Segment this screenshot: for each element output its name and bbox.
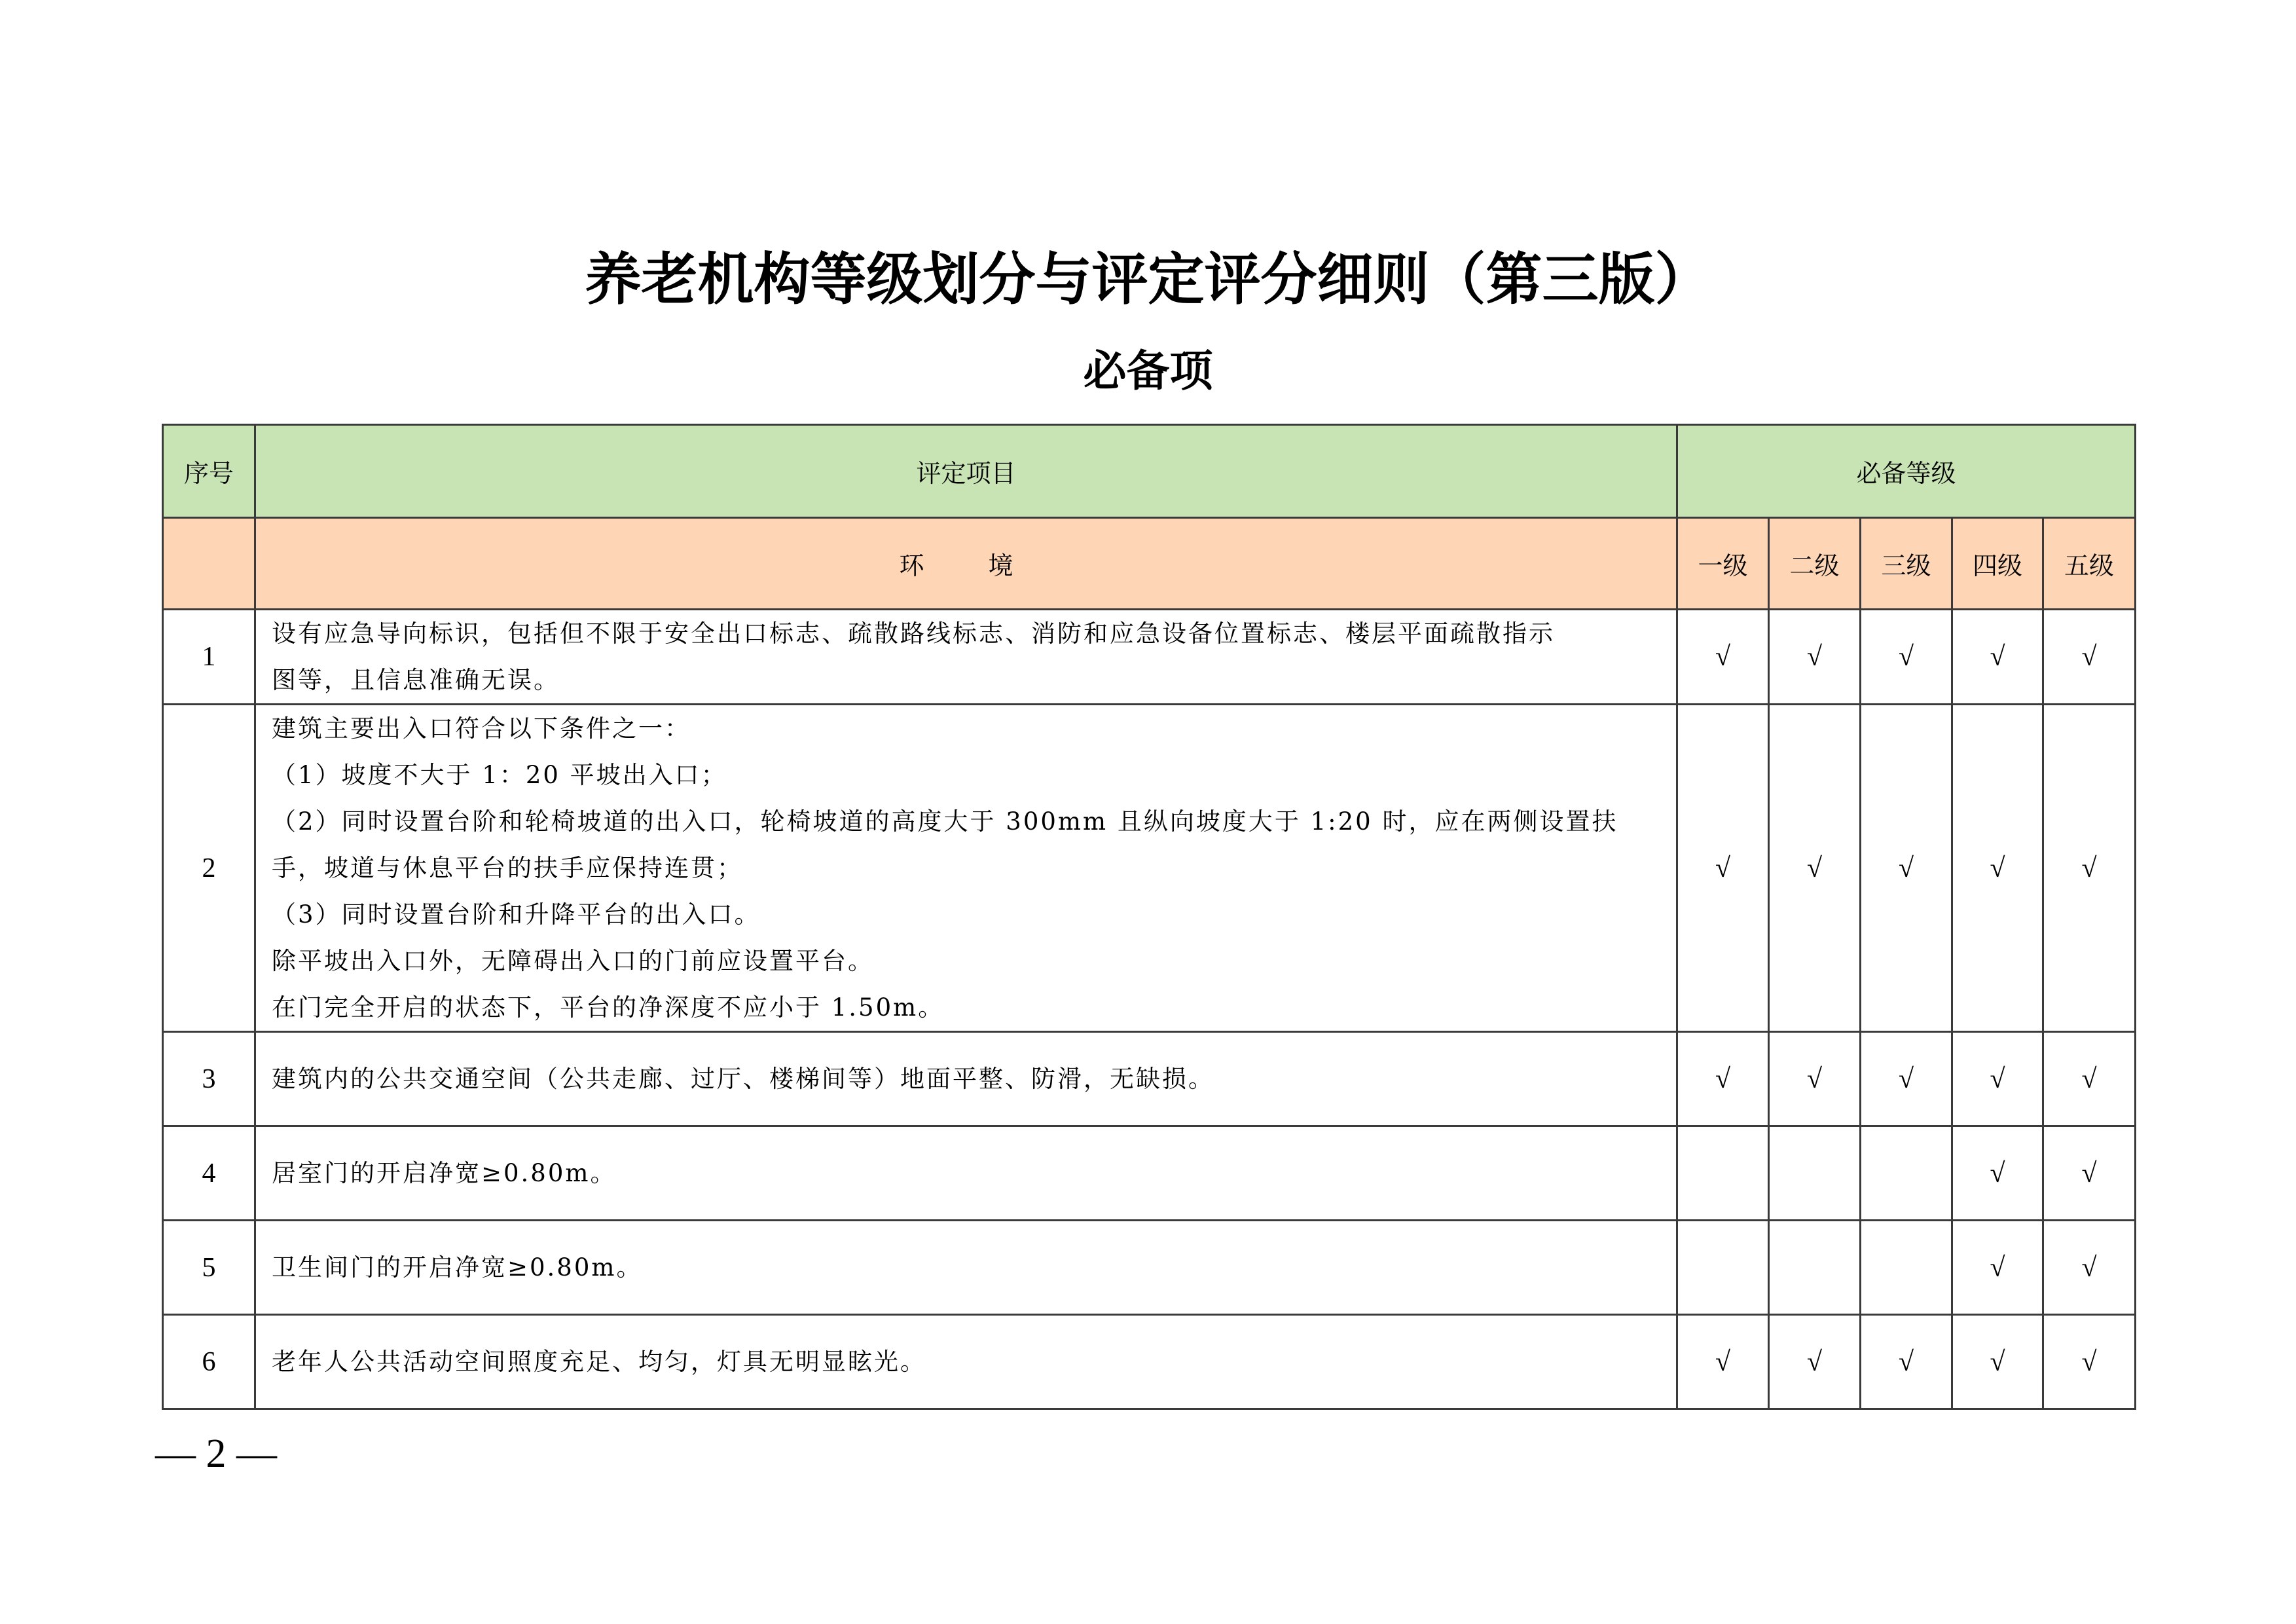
check-grade-5: √ (2043, 1032, 2136, 1126)
desc-line: （2）同时设置台阶和轮椅坡道的出入口，轮椅坡道的高度大于 300mm 且纵向坡度大于 1:20 时，应在两侧设置扶 (272, 807, 1618, 836)
check-grade-4: √ (1952, 1221, 2043, 1315)
check-grade-1: √ (1677, 705, 1769, 1032)
table-row (163, 705, 2136, 1032)
check-grade-3 (1861, 1126, 1952, 1221)
desc-line: 老年人公共活动空间照度充足、均匀，灯具无明显眩光。 (272, 1348, 926, 1376)
desc-line: （1）坡度不大于 1：20 平坡出入口； (272, 761, 727, 789)
section-name: 环 境 (255, 518, 1677, 610)
check-grade-1: √ (1677, 1315, 1769, 1409)
check-grade-5: √ (2043, 1315, 2136, 1409)
check-grade-3: √ (1861, 1315, 1952, 1409)
desc-line: 设有应急导向标识，包括但不限于安全出口标志、疏散路线标志、消防和应急设备位置标志、楼层平面疏散指示 (272, 619, 1555, 648)
desc-line: 图等，且信息准确无误。 (272, 666, 560, 694)
check-grade-2: √ (1769, 705, 1861, 1032)
row-seq: 2 (163, 705, 255, 1032)
grade-5-header: 五级 (2043, 518, 2136, 610)
section-row (163, 518, 2136, 610)
check-grade-4: √ (1952, 610, 2043, 705)
row-seq: 3 (163, 1032, 255, 1126)
check-grade-4: √ (1952, 1126, 2043, 1221)
grade-2-header: 二级 (1769, 518, 1861, 610)
row-description (255, 610, 1677, 705)
table-row (163, 1315, 2136, 1409)
desc-line: 除平坡出入口外，无障碍出入口的门前应设置平台。 (272, 947, 874, 975)
check-grade-2 (1769, 1126, 1861, 1221)
row-description (255, 1126, 1677, 1221)
header-seq: 序号 (163, 425, 255, 518)
table-row (163, 1221, 2136, 1315)
desc-line: 建筑内的公共交通空间（公共走廊、过厅、楼梯间等）地面平整、防滑，无缺损。 (272, 1065, 1214, 1093)
row-seq: 4 (163, 1126, 255, 1221)
check-grade-4: √ (1952, 705, 2043, 1032)
table-header-row (163, 425, 2136, 518)
check-grade-2: √ (1769, 1315, 1861, 1409)
check-grade-1 (1677, 1221, 1769, 1315)
table-row (163, 1126, 2136, 1221)
table-row (163, 1032, 2136, 1126)
header-grades: 必备等级 (1677, 425, 2136, 518)
desc-line: 手，坡道与休息平台的扶手应保持连贯； (272, 854, 743, 882)
section-seq-blank (163, 518, 255, 610)
desc-line: 建筑主要出入口符合以下条件之一： (272, 714, 691, 743)
check-grade-4: √ (1952, 1315, 2043, 1409)
document-title: 养老机构等级划分与评定评分细则（第三版） (585, 246, 1711, 312)
check-grade-3 (1861, 1221, 1952, 1315)
row-seq: 5 (163, 1221, 255, 1315)
desc-line: 卫生间门的开启净宽≥0.80m。 (272, 1253, 643, 1282)
desc-line: 居室门的开启净宽≥0.80m。 (272, 1159, 617, 1187)
desc-line: （3）同时设置台阶和升降平台的出入口。 (272, 900, 761, 929)
row-description (255, 1032, 1677, 1126)
check-grade-3: √ (1861, 1032, 1952, 1126)
header-item: 评定项目 (255, 425, 1677, 518)
check-grade-5: √ (2043, 705, 2136, 1032)
criteria-table (162, 424, 2136, 1410)
check-grade-2 (1769, 1221, 1861, 1315)
check-grade-4: √ (1952, 1032, 2043, 1126)
check-grade-3: √ (1861, 610, 1952, 705)
check-grade-5: √ (2043, 610, 2136, 705)
grade-1-header: 一级 (1677, 518, 1769, 610)
row-description (255, 705, 1677, 1032)
grade-4-header: 四级 (1952, 518, 2043, 610)
document-subtitle: 必备项 (1083, 346, 1213, 396)
check-grade-2: √ (1769, 1032, 1861, 1126)
check-grade-1 (1677, 1126, 1769, 1221)
row-description (255, 1221, 1677, 1315)
check-grade-2: √ (1769, 610, 1861, 705)
table-row (163, 610, 2136, 705)
row-seq: 6 (163, 1315, 255, 1409)
check-grade-3: √ (1861, 705, 1952, 1032)
page-number: — 2 — (155, 1431, 277, 1476)
check-grade-1: √ (1677, 610, 1769, 705)
desc-line: 在门完全开启的状态下，平台的净深度不应小于 1.50m。 (272, 993, 945, 1022)
row-seq: 1 (163, 610, 255, 705)
check-grade-5: √ (2043, 1221, 2136, 1315)
check-grade-1: √ (1677, 1032, 1769, 1126)
grade-3-header: 三级 (1861, 518, 1952, 610)
row-description (255, 1315, 1677, 1409)
check-grade-5: √ (2043, 1126, 2136, 1221)
